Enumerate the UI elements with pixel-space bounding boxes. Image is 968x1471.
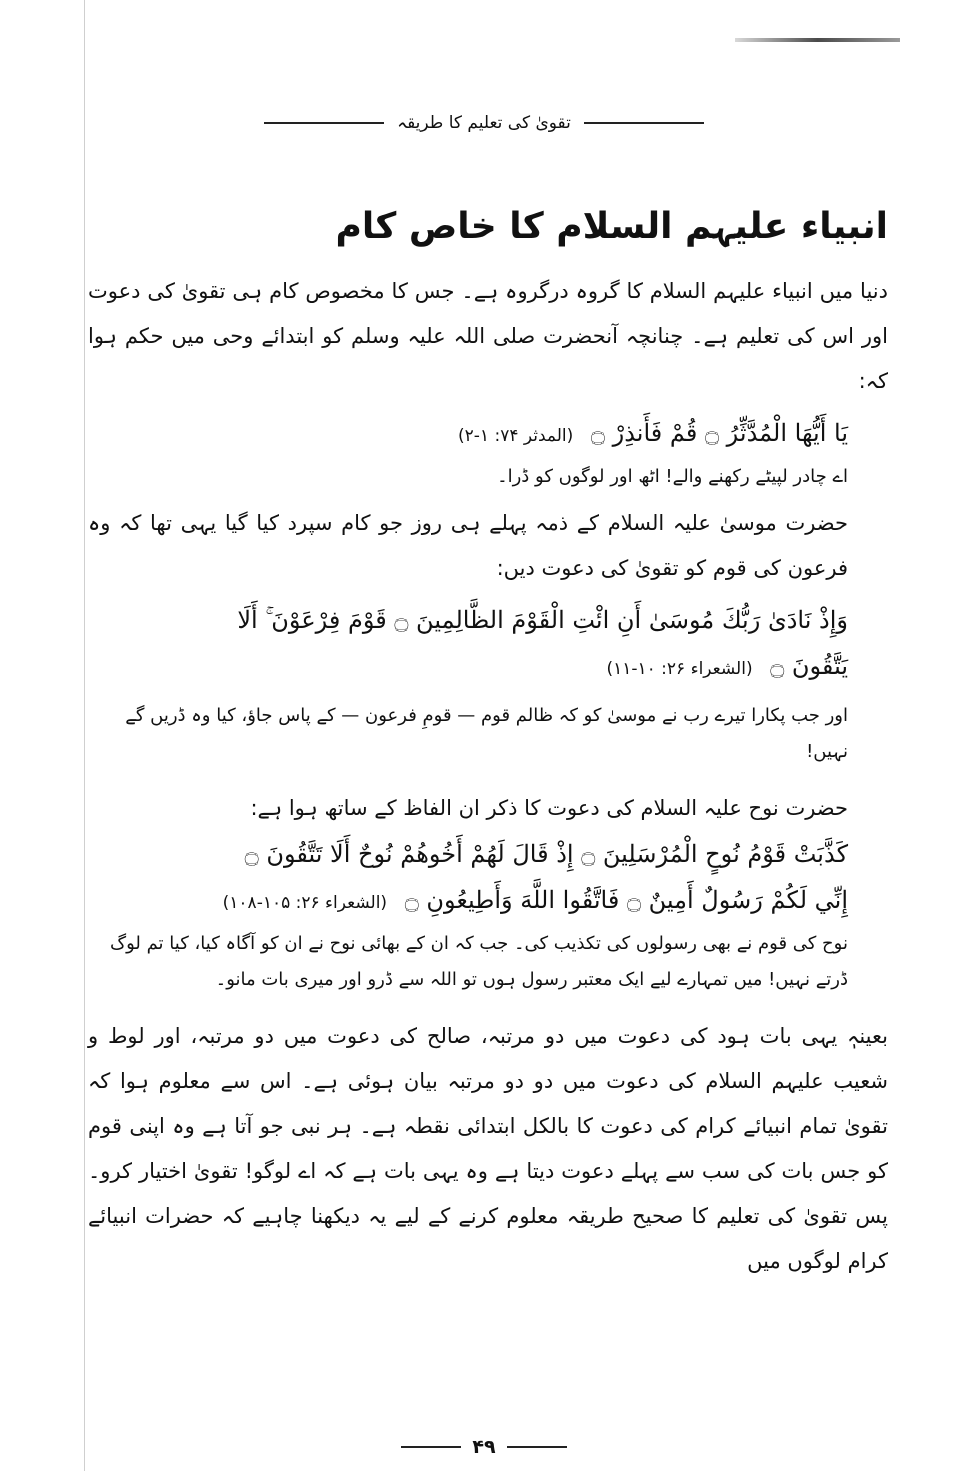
verse-text: يَتَّقُونَ ۝: [770, 652, 848, 680]
page-number: ۴۹: [472, 1436, 496, 1458]
page-body: [88, 195, 888, 1284]
page-edge-line: [84, 0, 85, 1471]
translation-muddaththir: اے چادر لپیٹے رکھنے والے! اٹھ اور لوگوں کو ڈرا۔: [497, 466, 848, 487]
translation-musa: اور جب پکارا تیرے رب نے موسیٰ کو کہ ظالم قوم — قومِ فرعون — کے پاس جاؤ، کیا وہ ڈریں گے نہیں!: [125, 705, 848, 762]
section-heading: انبیاء علیہم السلام کا خاص کام: [335, 206, 888, 247]
verse-reference: (الشعراء ۲۶: ۱۰-۱۱): [606, 659, 753, 679]
verse-reference: (الشعراء ۲۶: ۱۰۵-۱۰۸): [222, 893, 388, 913]
verse-reference: (المدثر ۷۴: ۱-۲): [457, 426, 574, 446]
footer-rule-left: [401, 1446, 461, 1448]
verse-text: يَا أَيُّهَا الْمُدَّثِّرُ ۝ قُمْ فَأَنذِرْ ۝: [590, 419, 848, 447]
paragraph-conclusion: بعینہٖ یہی بات ہود کی دعوت میں دو مرتبہ، صالح کی دعوت میں دو مرتبہ، اور لوط و شعیب علیہم السلام کی دعوت میں دو دو مرتبہ بیان ہوئی ہے۔ اس سے معلوم ہوا کہ تقویٰ تمام انبیائے کرام کی دعوت کا بالکل ابتدائی نقطہ ہے۔ ہر نبی جو آتا ہے وہ اپنی قوم کو جس بات کی سب سے پہلے دعوت دیتا ہے وہ یہی بات ہے کہ اے لوگو! تقویٰ اختیار کرو۔ پس تقویٰ کی تعلیم کا صحیح طریقہ معلوم کرنے کے لیے یہ دیکھنا چاہیے کہ حضرات انبیائے کرام لوگوں میں: [88, 1024, 888, 1273]
verse-shuara-nuh-line1: كَذَّبَتْ قَوْمُ نُوحٍ الْمُرْسَلِينَ ۝ إِذْ قَالَ لَهُمْ أَخُوهُمْ نُوحٌ أَلَا تَتَّقُونَ ۝: [244, 840, 848, 868]
running-header: [0, 112, 968, 133]
verse-muddaththir: [88, 410, 888, 459]
verse-shuara-nuh-line2: [88, 877, 888, 926]
verse-text: إِنِّي لَكُمْ رَسُولٌ أَمِينٌ ۝ فَاتَّقُوا اللَّهَ وَأَطِيعُونِ ۝: [404, 886, 848, 914]
verse-shuara-musa-line1: وَإِذْ نَادَىٰ رَبُّكَ مُوسَىٰ أَنِ ائْتِ الْقَوْمَ الظَّالِمِينَ ۝ قَوْمَ فِرْعَوْنَ ۚ أَلَا: [237, 606, 848, 634]
translation-nuh: نوح کی قوم نے بھی رسولوں کی تکذیب کی۔ جب کہ ان کے بھائی نوح نے ان کو آگاہ کیا، کیا تم لوگ ڈرتے نہیں! میں تمہارے لیے ایک معتبر رسول ہوں تو اللہ سے ڈرو اور میری بات مانو۔: [109, 933, 848, 990]
page-footer: [0, 1436, 968, 1458]
running-header-text: تقویٰ کی تعلیم کا طریقہ: [397, 113, 571, 133]
footer-rule-right: [507, 1446, 567, 1448]
verse-shuara-musa-line2: [88, 643, 888, 692]
header-rule-right: [584, 122, 704, 124]
scan-corner-mark: [735, 38, 900, 42]
paragraph-musa: حضرت موسیٰ علیہ السلام کے ذمہ پہلے ہی روز جو کام سپرد کیا گیا یہی تھا کہ وہ فرعون کی قوم کو تقویٰ کی دعوت دیں:: [88, 511, 848, 580]
paragraph-intro: دنیا میں انبیاء علیہم السلام کا گروہ درگروہ ہے۔ جس کا مخصوص کام ہی تقویٰ کی دعوت اور اس کی تعلیم ہے۔ چنانچہ آنحضرت صلی اللہ علیہ وسلم کو ابتدائے وحی میں حکم ہوا کہ:: [88, 279, 888, 393]
header-rule-left: [264, 122, 384, 124]
paragraph-nuh: حضرت نوح علیہ السلام کی دعوت کا ذکر ان الفاظ کے ساتھ ہوا ہے:: [250, 796, 848, 820]
